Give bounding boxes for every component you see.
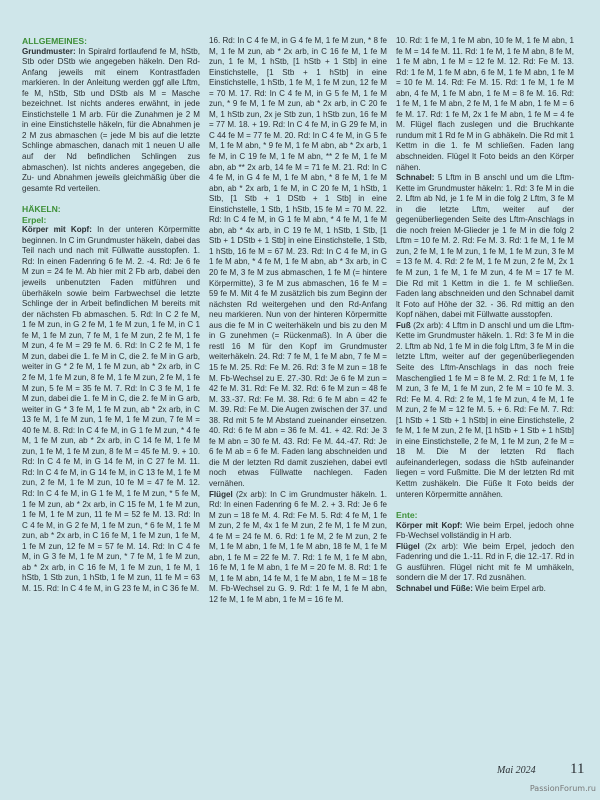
column-2 xyxy=(209,36,387,764)
paragraph-fluegel xyxy=(209,490,387,606)
text-schnabel: 5 Lftm in B anschl und um die Lftm-Kette im Grundmuster häkeln: 1. Rd: 3 fe M in die 2. Lftm ab Nd, je 1 fe M in die folg 2 Lftm, 3 fe M in die letzte Lftm, weiter auf der gegenüberliegenden Seite des Lftm-Anschlags in die noch freien M-Glieder je 1 fe M in die folg 2 Lftm = 10 fe M. 2. Rd: Fe M. 3. Rd: 1 fe M, 1 fe M zun, 2 fe M, 1 fe M zun, 1 fe M, 1 fe M zun, 3 fe M = 13 fe M. 4. Rd: 2 fe M, 1 fe M zun, 2 fe M, 2x 1 fe M zun, 1 fe M, 1 fe M zun, 4 fe M = 17 fe M. Die Rd mit 1 Kettm in die 1. fe M schließen. Faden lang abschneiden und den Schnabel damit lt Foto auf Höhe der 32. - 36. Rd mittig an den Kopf nähen, dabei mit Füllwatte ausstopfen. xyxy=(396,173,574,320)
heading-haekeln: HÄKELN: xyxy=(22,204,61,215)
text-fluegel: 1. Rd: In einen Fadenring 6 fe M. 2. + 3. Rd: Je 6 fe M zun = 18 fe M. 4. Rd: Fe M. 5. Rd: 4 fe M, 1 fe M zun, 2 fe M, 4x 1 fe M zun, 2 fe M, 1 fe M zun, 4 fe M = 24 fe M. 6. Rd: 1 fe M, 2 fe M zun, 2 fe M, 1 fe M abn, 1 fe M, 1 fe M abn, 18 fe M, 1 fe M abn, 1 fe M = 22 fe M. 7. Rd: 1 fe M, 1 fe M abn, 16 fe M, 1 fe M abn, 1 fe M = 20 fe M. 8. Rd: 1 fe M, 1 fe M abn, 14 fe M, 1 fe M abn, 1 fe M = 18 fe M. Fb-Wechsel zu G. 9. Rd: 1 fe M, 1 fe M abn, 12 fe M, 1 fe M abn, 1 fe M = 16 fe M. xyxy=(209,489,387,604)
label-ente-koerper: Körper mit Kopf: xyxy=(396,520,463,530)
label-ente-fluegel: Flügel xyxy=(396,541,420,551)
paragraph-fuss xyxy=(396,321,574,500)
column-1 xyxy=(22,36,200,764)
text-fuss: (2x arb): 4 Lftm in D anschl und um die Lftm-Kette im Grundmuster häkeln. 1. Rd: 3 fe M in die 2. Lftm ab Nd, 1 fe M in die folg Lftm, 3 fe M in die letzte Lftm, weiter auf der gegenüberliegenden Seite des Lftm-Anschlags in das noch freie Maschenglied 1 fe M = 8 fe M. 2. Rd: 1 fe M, 1 fe M zun, 3 fe M, 1 fe M zun, 2 fe M = 10 fe M. 3. Rd: Fe M. 4. Rd: 2 fe M, 1 fe M zun, 4 fe M, 1 fe M zun, 2 fe M = 12 fe M. 5. + 6. Rd: Fe M. 7. Rd: [1 hStb + 1 Stb + 1 hStb] in eine Einstichstelle, 2 fe M, 1 fe M zun, 2 fe M, [1 hStb + 1 Stb + 1 hStb] in eine Einstichstelle, 2 fe M, 1 fe M zun, 2 fe M = 18 M. Die M der letzten Rd flach aufeinanderlegen, sodass die hStb aufeinander liegen = vord Fußmitte. Die M der letzten Rd mit Kettm zushäkeln. Die Füße lt Foto beids der unteren Körpermitte annähen. xyxy=(396,320,574,499)
issue-date: Mai 2024 xyxy=(497,765,536,776)
text-ente-koerper: Wie beim Erpel, jedoch ohne Fb-Wechsel vollständig in H arb. xyxy=(396,520,574,541)
label-ente-schnabel: Schnabel und Füße: xyxy=(396,583,473,593)
paragraph-grundmuster xyxy=(22,47,200,195)
heading-allgemeines: ALLGEMEINES: xyxy=(22,36,87,46)
label-koerper: Körper mit Kopf: xyxy=(22,225,92,235)
paragraph-rounds-16-47: 16. Rd: In C 4 fe M, in G 4 fe M, 1 fe M zun, * 8 fe M, 1 fe M zun, ab * 2x arb, in C 16 fe M, 1 fe M zun, 1 fe M, 1 hStb, [1 hStb + 1 Stb] in eine Einstichstelle, [1 Stb + 1 hStb] in eine Einstichstelle, 1 hStb, 1 fe M, 1 fe M zun, 12 fe M = 70 M. 17. Rd: In C 4 fe M, in G 5 fe M, 1 fe M zun, * 9 fe M, 1 fe M zun, ab * 2x arb, in C 20 fe M, 1 hStb zun, 2x je Stb zun, 1 hStb zun, 16 fe M = 77 M. 18. + 19. Rd: In C 4 fe M, in G 29 fe M, in C 44 fe M = 77 fe M. 20. Rd: In C 4 fe M, in G 5 fe M, 1 fe M abn, * 9 fe M, 1 fe M abn, ab * 2x arb, 1 fe M, in C 19 fe M, 1 fe M abn, ** 2 fe M, 1 fe M abn, ab ** 2x arb, 14 fe M = 71 fe M. 21. Rd: In C 4 fe M, in G 4 fe M, 1 fe M abn, * 8 fe M, 1 fe M abn, ab * 2x arb, 1 fe M, in C 20 fe M, 1 hStb, 1 Stb, [1 Stb + 1 DStb + 1 Stb] in eine Einstichstelle, 1 Stb, 1 hStb, 15 fe M = 70 M. 22. Rd: In C 4 fe M, in G 1 fe M abn, * 4 fe M, 1 fe M abn, ab * 4x arb, in C 19 fe M, 1 hStb, 1 Stb, [1 Stb + 1 DStb + 1 Stb] in eine Einstichstelle, 1 Stb, 1 hStb, 16 fe M = 67 M. 23. Rd: In C 4 fe M, in G 1 fe M abn, * 4 fe M, 1 fe M abn, ab * 3x arb, in C 20 fe M, 3 fe M zus abmaschen, 1 fe M (= hintere Körpermitte), 3 fe M zus abmaschen, 16 fe M = 59 fe M. Mit 4 fe M zusätzlich bis zum Beginn der nächsten Rd weitergehen und den Rd-Anfang neu markieren. Nun von der hinteren Körpermitte aus die fe M in C weiterhäkeln und bis zu den M in G zunehmen (= Rückenmaß). In A über die restl 16 M für den Kopf im Grundmuster weiterhäkeln. 24. Rd: 7 fe M, 1 fe M abn, 7 fe M = 15 fe M. 25. Rd: Fe M. 26. Rd: 3 fe M zun = 18 fe M. Fb-Wechsel zu E. 27.-30. Rd: Je 6 fe M zun = 42 fe M. 31. Rd: Fe M. 32. Rd: 6 fe M zun = 48 fe M. 33.-37. Rd: Fe M. 38. Rd: 6 fe M abn = 42 fe M. 39. Rd: Fe M. Die Augen zwischen der 37. und 38. Rd mit 5 fe M Abstand zueinander einsetzen. 40. Rd: 6 fe M abn = 36 fe M. 41. + 42. Rd: Je 3 fe M abn = 30 fe M. 43. Rd: Fe M. 44.-47. Rd: Je 6 fe M ab = 6 fe M. Faden lang abschneiden und die M der letzten Rd damit zusziehen, dabei evtl noch etwas Füllwatte nachlegen. Faden vernähen. xyxy=(209,36,387,488)
label-fluegel-suffix: (2x arb): In C im Grundmuster häkeln. xyxy=(232,489,381,499)
paragraph-koerper xyxy=(22,225,200,594)
paragraph-schnabel xyxy=(396,173,574,321)
text-ente-schnabel: Wie beim Erpel arb. xyxy=(472,583,546,593)
watermark: PassionForum.ru xyxy=(529,784,596,793)
text-ente-fluegel: (2x arb): Wie beim Erpel, jedoch den Fadenring und die 1.-11. Rd in F, die 12.-17. Rd in G ausführen. Flügel nicht mit fe M umhäkeln, sondern die M der 17. Rd zusnähen. xyxy=(396,541,574,583)
page xyxy=(22,36,586,776)
column-3 xyxy=(396,36,574,764)
label-fuss: Fuß xyxy=(396,320,411,330)
paragraph-ente-schnabel xyxy=(396,584,574,595)
heading-ente: Ente: xyxy=(396,510,418,521)
label-grundmuster: Grundmuster: xyxy=(22,46,76,56)
label-schnabel: Schnabel: xyxy=(396,173,435,183)
paragraph-fluegel-cont: 10. Rd: 1 fe M, 1 fe M abn, 10 fe M, 1 fe M abn, 1 fe M = 14 fe M. 11. Rd: 1 fe M, 1 fe M abn, 8 fe M, 1 fe M abn, 1 fe M = 12 fe M. 12. Rd: Fe M. 13. Rd: 1 fe M, 1 fe M abn, 6 fe M, 1 fe M abn, 1 fe M = 10 fe M. 14. Rd: Fe M. 15. Rd: 1 fe M, 1 fe M abn, 4 fe M, 1 fe M abn, 1 fe M = 8 fe M. 16. Rd: 1 fe M, 1 fe M abn, 2 fe M, 1 fe M abn, 1 fe M = 6 fe M. 17. Rd: 1 fe M, 2x 1 fe M abn, 1 fe M = 4 fe M. Flügel flach zuslegen und die Bruchkante rundum mit 1 Rd fe M in G abhäkeln. Die Rd mit 1 Kettm in die 1. fe M schließen. Faden lang abschneiden. Flügel lt Foto beids an den Körper nähen. xyxy=(396,36,574,172)
heading-erpel: Erpel: xyxy=(22,214,47,225)
page-number: 11 xyxy=(570,761,585,777)
paragraph-ente-fluegel xyxy=(396,542,574,584)
text-grundmuster: In Spiralrd fortlaufend fe M, hStb, Stb oder DStb wie angegeben häkeln. Den Rd-Anfang jeweils mit einem Kontrastfaden markieren. In der Anleitung werden ggf alle Lftm, fe M, hStb, Stb und DStb als M = Masche bezeichnet. Ist nichts anderes erwähnt, in jede Einstichstelle 1 M arb. Für die Zunahmen je 2 M in eine Einstichstelle häkeln, für die Abnahmen je 2 M zus abmaschen (= jede M bis auf die letzte Schlinge abmaschen, danach mit 1 neuen U alle auf der Nd befindlichen Schlingen zus abmaschen). Ist nichts anderes angegeben, die Zu- und Abnahmen jeweils gleichmäßig über die gesamte Rd verteilen. xyxy=(22,46,200,193)
label-fluegel: Flügel xyxy=(209,489,233,499)
paragraph-ente-koerper xyxy=(396,521,574,542)
text-koerper: In der unteren Körpermitte beginnen. In C im Grundmuster häkeln, dabei das Teil nach und nach mit Füllwatte ausstopfen. 1. Rd: In einen Fadenring 6 fe M. 2. -4. Rd: Je 6 fe M zun = 24 fe M. Ab hier mit 2 Fb arb, dabei den jeweils unbenutzten Faden mitführen und überhäkeln sowie beim Farbwechsel die letzte Schlinge der in Arbeit befindlichen M bereits mit der nächsten Fb abmaschen. 5. Rd: In C 2 fe M, 1 fe M zun, in G 2 fe M, 1 fe M zun, 1 fe M, in C 1 fe M, 1 fe M zun, 7 fe M, 1 fe M zun, 2 fe M, 1 fe M zun, 4 fe M = 29 fe M. 6. Rd: In C 2 fe M, 1 fe M zun, dabei die 1. fe M in C, die 2. fe M in G arb, weiter in G * 2 fe M, 1 fe M zun, ab * 2x arb, in C 2 fe M, 1 fe M zun, 8 fe M, 1 fe M zun, 2 fe M, 1 fe M zun, 5 fe M = 35 fe M. 7. Rd: In C 3 fe M, 1 fe M zun, dabei die 1. fe M in C, die 2. fe M in G arb, weiter in G * 3 fe M, 1 fe M zun, ab * 2x arb, in C 13 fe M, 1 fe M zun, 1 fe M, 1 fe M zun, 7 fe M = 40 fe M. 8. Rd: In C 4 fe M, in G 1 fe M zun, * 4 fe M, 1 fe M zun, ab * 2x arb, in C 14 fe M, 1 fe M zun, 1 fe M, 1 fe M zun, 8 fe M = 45 fe M. 9. + 10. Rd: In C 4 fe M, in G 14 fe M, in C 27 fe M. 11. Rd: In C 4 fe M, in G 14 fe M, in C 13 fe M, 1 fe M zun, 2 fe M, 1 fe M zun, 10 fe M = 47 fe M. 12. Rd: In C 4 fe M, in G 1 fe M, 1 fe M zun, * 5 fe M, 1 fe M zun, ab * 2x arb, in C 15 fe M, 1 fe M zun, 1 fe M, 1 fe M zun, 11 fe M = 52 fe M. 13. Rd: In C 4 fe M, in G 2 fe M, 1 fe M zun, * 6 fe M, 1 fe M zun, ab * 2x arb, in C 16 fe M, 1 fe M zun, 1 fe M, 1 fe M zun, 12 fe M = 57 fe M. 14. Rd: In C 4 fe M, in G 3 fe M, 1 fe M zun, * 7 fe M, 1 fe M zun, ab * 2x arb, in C 16 fe M, 1 fe M zun, 1 fe M, 1 hStb, 1 Stb zun, 1 hStb, 1 fe M zun, 11 fe M = 63 M. 15. Rd: In C 4 fe M, in G 23 fe M, in C 36 fe M. xyxy=(22,225,200,593)
